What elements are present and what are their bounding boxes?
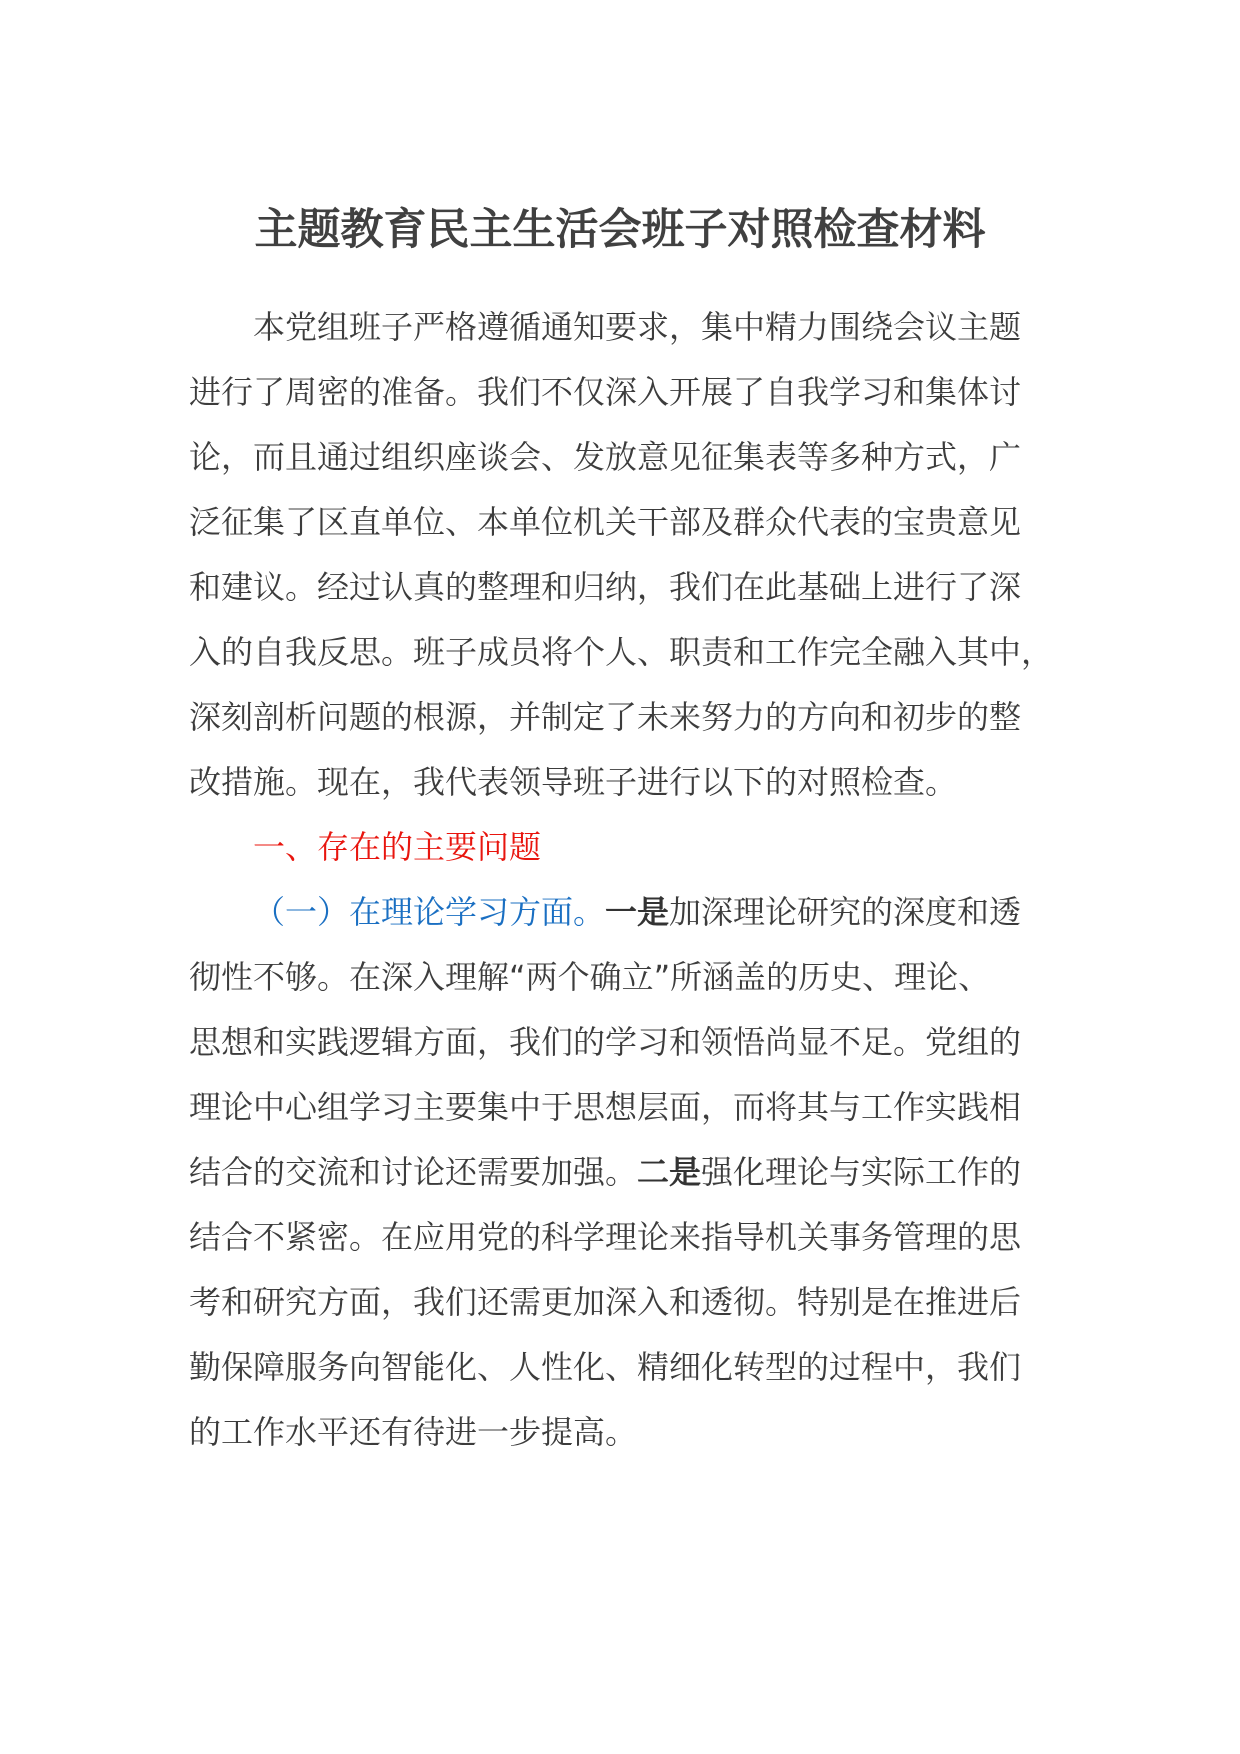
subsection-line-text: 强化理论与实际工作的 [701,1153,1022,1191]
document-title: 主题教育民主生活会班子对照检查材料 [254,205,986,255]
subsection-line-3: 思想和实践逻辑方面，我们的学习和领悟尚显不足。党组的 [189,1023,1022,1061]
intro-line-6: 入的自我反思。班子成员将个人、职责和工作完全融入其中， [189,633,1054,671]
intro-line-8: 改措施。现在，我代表领导班子进行以下的对照检查。 [189,763,958,801]
subsection-line-8: 勤保障服务向智能化、人性化、精细化转型的过程中，我们 [189,1348,1022,1386]
intro-line-3: 论，而且通过组织座谈会、发放意见征集表等多种方式，广 [189,438,1022,476]
subsection-line-text: 结合的交流和讨论还需要加强。 [189,1153,638,1191]
subsection-first-line [253,890,1021,934]
subsection-line-text: 加深理论研究的深度和透 [669,893,1022,931]
subsection-line-9: 的工作水平还有待进一步提高。 [189,1413,638,1451]
intro-line-1: 本党组班子严格遵循通知要求，集中精力围绕会议主题 [253,308,1022,346]
intro-line-7: 深刻剖析问题的根源，并制定了未来努力的方向和初步的整 [189,698,1022,736]
point-marker-1: 一是 [605,893,670,931]
section-heading: 一、存在的主要问题 [253,828,542,866]
subsection-line-5 [189,1150,1021,1194]
intro-line-2: 进行了周密的准备。我们不仅深入开展了自我学习和集体讨 [189,373,1022,411]
point-marker-2: 二是 [637,1153,702,1191]
subsection-line-4: 理论中心组学习主要集中于思想层面，而将其与工作实践相 [189,1088,1022,1126]
subsection-line-2: 彻性不够。在深入理解“两个确立”所涵盖的历史、理论、 [189,958,991,996]
intro-line-5: 和建议。经过认真的整理和归纳，我们在此基础上进行了深 [189,568,1022,606]
subsection-line-7: 考和研究方面，我们还需更加深入和透彻。特别是在推进后 [189,1283,1022,1321]
intro-line-4: 泛征集了区直单位、本单位机关干部及群众代表的宝贵意见 [189,503,1022,541]
subsection-line-6: 结合不紧密。在应用党的科学理论来指导机关事务管理的思 [189,1218,1022,1256]
subsection-heading: （一）在理论学习方面。 [253,893,606,931]
